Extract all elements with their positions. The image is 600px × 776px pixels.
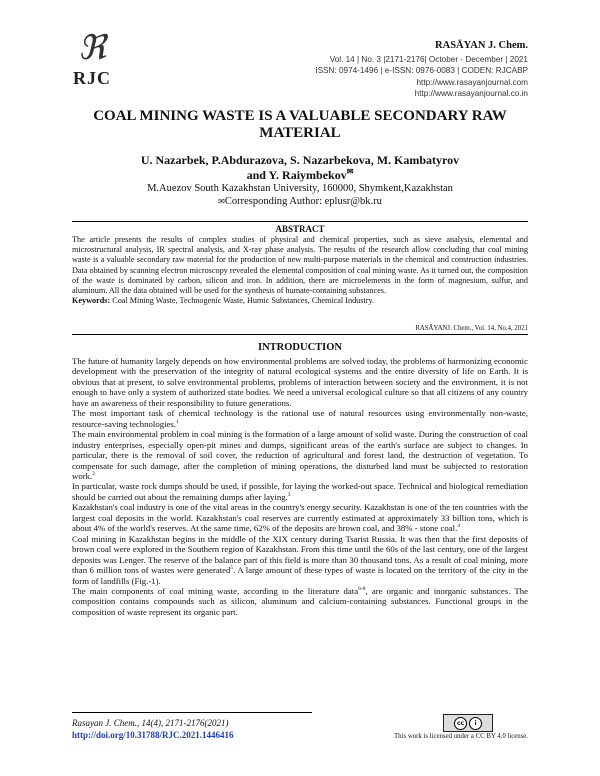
abstract-heading: ABSTRACT <box>275 224 325 234</box>
footer-citation: Rasayan J. Chem., 14(4), 2171-2176(2021) <box>72 718 229 728</box>
abstract-citation: RASĀYANJ. Chem., Vol. 14, No.4, 2021 <box>415 325 528 332</box>
author-list <box>60 153 540 183</box>
cc-license-badge[interactable] <box>443 714 493 732</box>
cc-icon: cc <box>454 717 467 730</box>
section-heading: INTRODUCTION <box>257 342 342 353</box>
paragraph: The main environmental problem in coal mining is the formation of a large amount of solid waste. During the construction of coal industry enterprises, especially open-pit mines and dumps, significant areas of the earth's surface are subject to changes. In particular, there is the removal of soil cover, the reduction of agricultural and forest land, the destruction of vegetation. To compensate for such damage, after the completion of mining operations, the disturbed land must be subjected to restoration work.$^2$ <box>72 429 528 481</box>
doi-link[interactable]: http://doi.org/10.31788/RJC.2021.1446416 <box>72 730 234 740</box>
divider <box>72 334 528 335</box>
authors-line-1: U. Nazarbek, P.Abdurazova, S. Nazarbekova, M. Kambatyrov <box>140 153 460 167</box>
logo-text: RJC <box>73 68 111 88</box>
corresponding-author: ✉Corresponding Author: eplusr@bk.ru <box>218 196 382 207</box>
paragraph: The most important task of chemical technology is the rational use of natural resources using environmentally non-waste, resource-saving technologies.$^1$ <box>72 408 528 429</box>
keywords-label: Keywords: <box>72 296 111 306</box>
paper-title: COAL MINING WASTE IS A VALUABLE SECONDARY RAW MATERIAL <box>93 108 507 141</box>
license-text: This work is licensed under a CC BY 4.0 license. <box>394 733 528 740</box>
attribution-icon: i <box>469 717 482 730</box>
issn-info: ISSN: 0974-1496 | e-ISSN: 0976-0083 | CODEN: RJCABP <box>315 66 528 75</box>
paragraph: The main components of coal mining waste, according to the literature data$^{6-8}$, are organic and inorganic substances. The composition contains compounds such as silicon, aluminum and calcium-containing substances. Functional groups in the composition of waste represent its organic part. <box>72 585 528 617</box>
paragraph: The future of humanity largely depends on how environmental problems are solved today, the problems of harmonizing economic development with the preservation of the integrity of natural ecological systems and the entire diversity of life on Earth. It is obvious that at present, to solve environmental problems, problems of interaction between society and the environment, it is not enough to have only a system of authorized state bodies. We need a universal ecological culture so that all citizens of any country have an awareness of their responsibility to future generations. <box>72 356 528 408</box>
volume-info: Vol. 14 | No. 3 |2171-2176| October - December | 2021 <box>329 54 528 64</box>
envelope-icon: ✉ <box>218 197 225 206</box>
paragraph: Kazakhstan's coal industry is one of the vital areas in the country's energy security. Kazakhstan is one of the ten countries with the largest coal deposits in the world. Kazakhstan's coal reserves are currently estimated at approximately 33 billion tons, which is about 4% of the world's reserves. At the same time, 62% of the deposits are brown coal, and 38% - stone coal.$^4$ <box>72 502 528 534</box>
footer-rule <box>72 712 312 713</box>
intro-body <box>72 356 528 617</box>
affiliation-block <box>60 182 540 208</box>
journal-url-2[interactable]: http://www.rasayanjournal.co.in <box>414 89 528 98</box>
envelope-icon: ✉ <box>346 167 354 176</box>
divider <box>72 221 528 222</box>
logo-flourish: ℜ <box>78 30 106 67</box>
paragraph: In particular, waste rock dumps should be used, if possible, for laying the worked-out space. Technical and biological remediation should be carried out about the remaining dumps after laying.$^3$ <box>72 481 528 502</box>
abstract-text: The article presents the results of complex studies of physical and chemical properties, such as sieve analysis, elemental and microstructural analysis, IR spectral analysis, and X-ray phase analysis. The results of the research allow concluding that coal mining waste is a valuable secondary raw material for the production of new multi-purpose materials in the chemical and construction industries. Data obtained by scanning electron microscopy revealed the elemental composition of coal mining waste. As it turned out, the composition of the waste is dominated by carbon, silicon and iron. In addition, there are microelements in the form of magnesium, sulfur, and aluminum. All the data obtained will be used for the synthesis of humate-containing substances. <box>72 235 528 296</box>
authors-line-2: and Y. Raiymbekov✉ <box>246 167 354 182</box>
journal-url-1[interactable]: http://www.rasayanjournal.com <box>416 77 528 87</box>
journal-logo <box>70 30 114 89</box>
footer-citation-block <box>72 717 234 741</box>
affiliation: M.Auezov South Kazakhstan University, 160000, Shymkent,Kazakhstan <box>147 183 453 194</box>
keywords: Coal Mining Waste, Technogenic Waste, Humic Substances, Chemical Industry. <box>110 296 375 306</box>
journal-header <box>315 40 528 100</box>
paragraph: Coal mining in Kazakhstan begins in the middle of the XIX century during Tsarist Russia. It was then that the first deposits of brown coal were explored in the Southern region of Kazakhstan. From this time until the 60s of the last century, one of the largest deposits was Lenger. The reserve of the balance part of this field is more than 30 thousand tons. As a result of coal mining, more than 6 million tons of wastes were generated$^5$. A large amount of these types of waste is located on the territory of the city in the form of landfills (Fig.-1). <box>72 533 528 586</box>
journal-name: RASĀYAN J. Chem. <box>435 40 528 51</box>
abstract-body <box>72 235 528 306</box>
